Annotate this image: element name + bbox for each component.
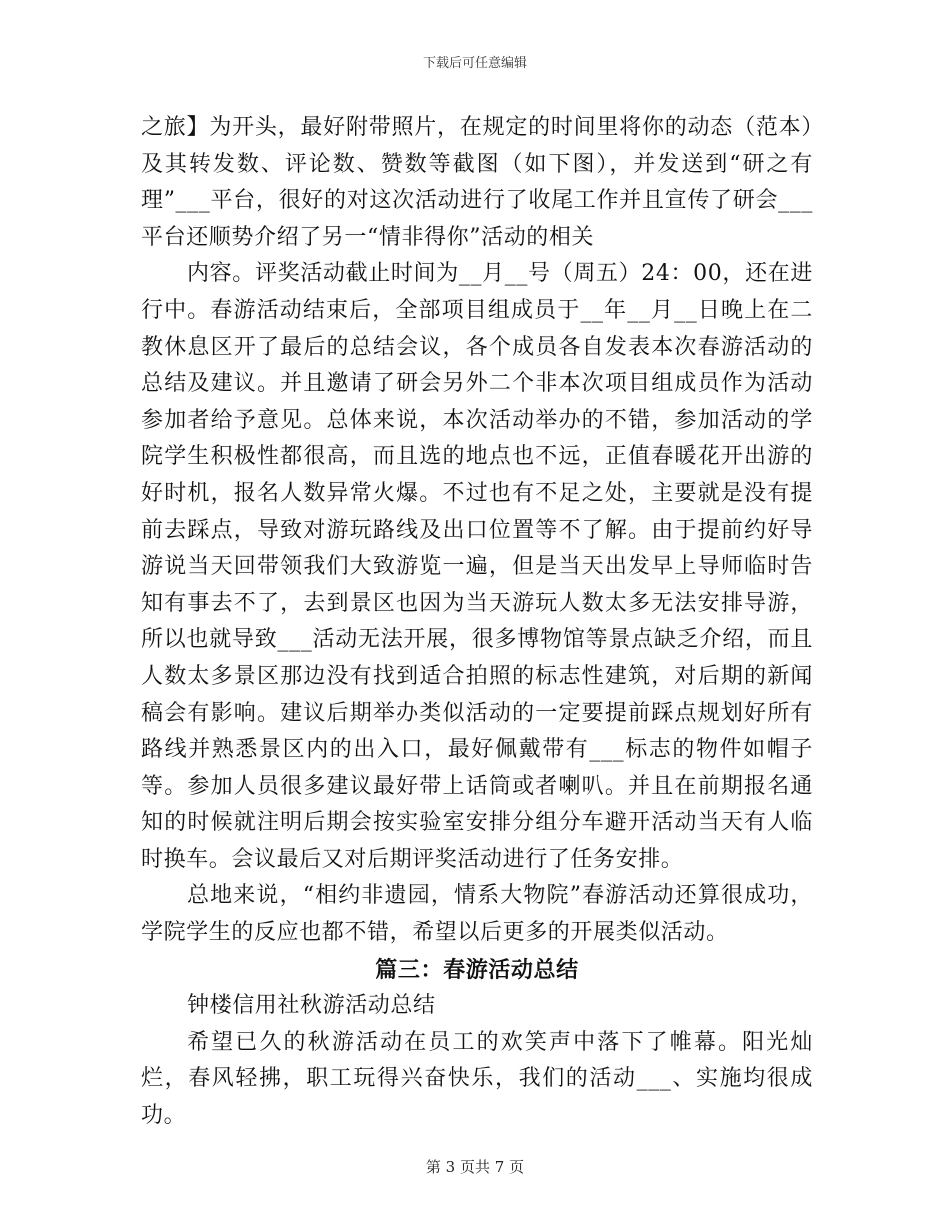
section-paragraph: 希望已久的秋游活动在员工的欢笑声中落下了帷幕。阳光灿烂，春风轻拂，职工玩得兴奋快乐，我们的活动___、实施均很成功。 bbox=[141, 1029, 813, 1129]
paragraph-meeting-summary: 内容。评奖活动截止时间为__月__号（周五）24：00，还在进行中。春游活动结束后，全部项目组成员于__年__月__日晚上在二教休息区开了最后的总结会议，各个成员各自发表本次春游活动的总结及建议。并且邀请了研会另外二个非本次项目组成员作为活动参加者给予意见。总体来说，本次活动举办的不错，参加活动的学院学生积极性都很高，而且选的地点也不远，正值春暖花开出游的好时机，报名人数异常火爆。不过也有不足之处，主要就是没有提前去踩点，导致对游玩路线及出口位置等不了解。由于提前约好导游说当天回带领我们大致游览一遍，但是当天出发早上导师临时告知有事去不了，去到景区也因为当天游玩人数太多无法安排导游，所以也就导致___活动无法开展，很多博物馆等景点缺乏介绍，而且人数太多景区那边没有找到适合拍照的标志性建筑，对后期的新闻稿会有影响。建议后期举办类似活动的一定要提前踩点规划好所有路线并熟悉景区内的出入口，最好佩戴带有___标志的物件如帽子等。参加人员很多建议最好带上话筒或者喇叭。并且在前期报名通知的时候就注明后期会按实验室安排分组分车避开活动当天有人临时换车。会议最后又对后期评奖活动进行了任务安排。 bbox=[141, 261, 813, 872]
paragraph-conclusion: 总地来说，“相约非遗园，情系大物院”春游活动还算很成功，学院学生的反应也都不错，希望以后更多的开展类似活动。 bbox=[141, 883, 813, 946]
document-body bbox=[141, 110, 813, 1135]
paragraph-continuation: 之旅】为开头，最好附带照片，在规定的时间里将你的动态（范本）及其转发数、评论数、赞数等截图（如下图），并发送到“研之有理”___平台，很好的对这次活动进行了收尾工作并且宣传了研会___平台还顺势介绍了另一“情非得你”活动的相关 bbox=[141, 115, 813, 250]
section-subtitle: 钟楼信用社秋游活动总结 bbox=[187, 993, 436, 1019]
section-heading: 篇三：春游活动总结 bbox=[375, 956, 579, 983]
page-footer: 第 3 页共 7 页 bbox=[425, 1158, 525, 1176]
page-header: 下载后可任意编辑 bbox=[422, 56, 527, 71]
